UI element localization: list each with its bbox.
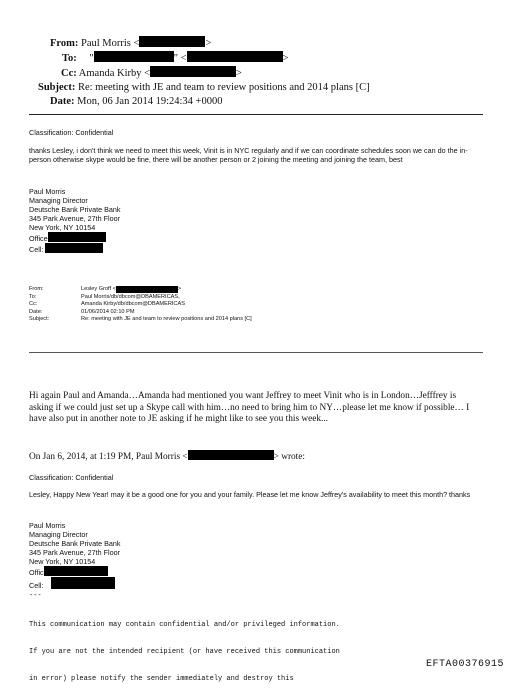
quote-prefix: On Jan 6, 2014, at 1:19 PM, Paul Morris < bbox=[29, 452, 188, 462]
signature-line: Deutsche Bank Private Bank bbox=[29, 539, 121, 548]
fw-date-row bbox=[29, 309, 252, 317]
email-header bbox=[38, 36, 370, 108]
cc-label: Cc: bbox=[61, 68, 77, 79]
redaction bbox=[48, 232, 106, 242]
office-row bbox=[29, 232, 121, 243]
signature-line: Managing Director bbox=[29, 530, 88, 539]
office-row bbox=[29, 566, 121, 577]
cell-row bbox=[29, 577, 121, 590]
redaction bbox=[116, 286, 178, 293]
fw-date-label: Date: bbox=[29, 308, 43, 315]
signature-line: Paul Morris bbox=[29, 187, 66, 196]
fw-cc-label: Cc: bbox=[29, 301, 38, 308]
signature-line: 345 Park Avenue, 27th Floor bbox=[29, 548, 120, 557]
fw-to-label: To: bbox=[29, 293, 37, 300]
close-bracket: > bbox=[236, 68, 242, 79]
signature bbox=[29, 187, 121, 254]
date-label: Date: bbox=[50, 96, 75, 107]
redaction bbox=[188, 450, 274, 460]
redaction bbox=[187, 51, 283, 62]
close-bracket: > bbox=[205, 38, 212, 49]
cell-label: Cell: bbox=[29, 581, 44, 590]
close-bracket: > bbox=[177, 286, 182, 292]
fw-cc-row bbox=[29, 301, 252, 309]
fw-cc-value: Amanda Kirby/db/dbcom@DBAMERICAS bbox=[81, 301, 185, 308]
signature-line: Paul Morris bbox=[29, 521, 66, 530]
redaction bbox=[44, 566, 108, 576]
forward-header bbox=[29, 286, 252, 324]
cc-value: Amanda Kirby < bbox=[78, 68, 151, 79]
office-label: Office bbox=[29, 234, 48, 243]
message-body: Hi again Paul and Amanda…Amanda had mentioned you want Jeffrey to meet Vinit who is in London…Jefffrey is asking if we could just set up a Skype call with him…no need to bring him to NY…please let me know if possible… I have also put in another note to JE asking if he might like to see you this week... bbox=[29, 391, 470, 425]
to-label: To: bbox=[62, 53, 77, 64]
to-value-mid: " < bbox=[173, 53, 187, 64]
fw-from-value: Lesley Groff < bbox=[81, 286, 116, 292]
signature-line: Managing Director bbox=[29, 196, 88, 205]
fw-to-row bbox=[29, 294, 252, 302]
from-label: From: bbox=[50, 38, 79, 49]
fw-from-label: From: bbox=[29, 286, 44, 292]
header-divider bbox=[29, 114, 483, 115]
fw-to-value: Paul Morris/db/dbcom@DBAMERICAS, bbox=[81, 293, 180, 300]
date-value: Mon, 06 Jan 2014 19:24:34 +0000 bbox=[77, 96, 223, 107]
disclaimer bbox=[29, 603, 340, 693]
redaction bbox=[150, 66, 236, 77]
to-row bbox=[50, 51, 370, 65]
fw-subject-value: Re: meeting with JE and team to review positions and 2014 plans [C] bbox=[81, 316, 252, 323]
cell-label: Cell: bbox=[29, 245, 46, 254]
message-body: thanks Lesley, i don't think we need to meet this week, Vinit is in NYC regularly and if we can coordinate schedules soon we can do the in-person otherwise skype would be fine, there will be another person or 2 joining the meeting and joining the team, best bbox=[29, 146, 468, 164]
document-id: EFTA00376915 bbox=[425, 659, 504, 670]
disclaimer-line: in error) please notify the sender immediately and destroy this bbox=[29, 675, 294, 683]
quote-line bbox=[29, 450, 305, 464]
forward-divider bbox=[29, 352, 483, 353]
fw-date-value: 01/06/2014 02:10 PM bbox=[81, 308, 135, 315]
fw-subject-row bbox=[29, 316, 252, 324]
subject-value: Re: meeting with JE and team to review positions and 2014 plans [C] bbox=[77, 82, 370, 93]
fw-from-row bbox=[29, 286, 252, 294]
classification: Classification: Confidential bbox=[29, 473, 114, 482]
quote-suffix: > wrote: bbox=[273, 452, 305, 462]
to-value-quote: " bbox=[89, 53, 94, 64]
redaction bbox=[94, 51, 174, 62]
message-body: Lesley, Happy New Year! may it be a good one for you and your family. Please let me know Jeffrey's availability to meet this month? thanks bbox=[29, 490, 471, 499]
redaction bbox=[45, 243, 103, 253]
subject-label: Subject: bbox=[38, 82, 76, 93]
from-value: Paul Morris < bbox=[81, 38, 140, 49]
fw-subject-label: Subject: bbox=[29, 316, 50, 323]
close-bracket: > bbox=[282, 53, 289, 64]
redaction bbox=[139, 36, 205, 47]
dashes: --- bbox=[29, 592, 42, 600]
cell-row bbox=[29, 243, 121, 254]
cc-row bbox=[50, 66, 370, 80]
signature-line: New York, NY 10154 bbox=[29, 557, 96, 566]
disclaimer-line: This communication may contain confidential and/or privileged information. bbox=[29, 621, 340, 629]
subject-row bbox=[38, 81, 370, 94]
signature-line: Deutsche Bank Private Bank bbox=[29, 205, 121, 214]
from-row bbox=[50, 36, 370, 50]
redaction bbox=[51, 577, 115, 589]
office-label: Offic bbox=[29, 568, 44, 577]
signature bbox=[29, 521, 121, 590]
date-row bbox=[50, 95, 370, 108]
classification: Classification: Confidential bbox=[29, 128, 114, 137]
disclaimer-line: If you are not the intended recipient (or have received this communication bbox=[29, 648, 340, 656]
signature-line: 345 Park Avenue, 27th Floor bbox=[29, 214, 120, 223]
signature-line: New York, NY 10154 bbox=[29, 223, 96, 232]
